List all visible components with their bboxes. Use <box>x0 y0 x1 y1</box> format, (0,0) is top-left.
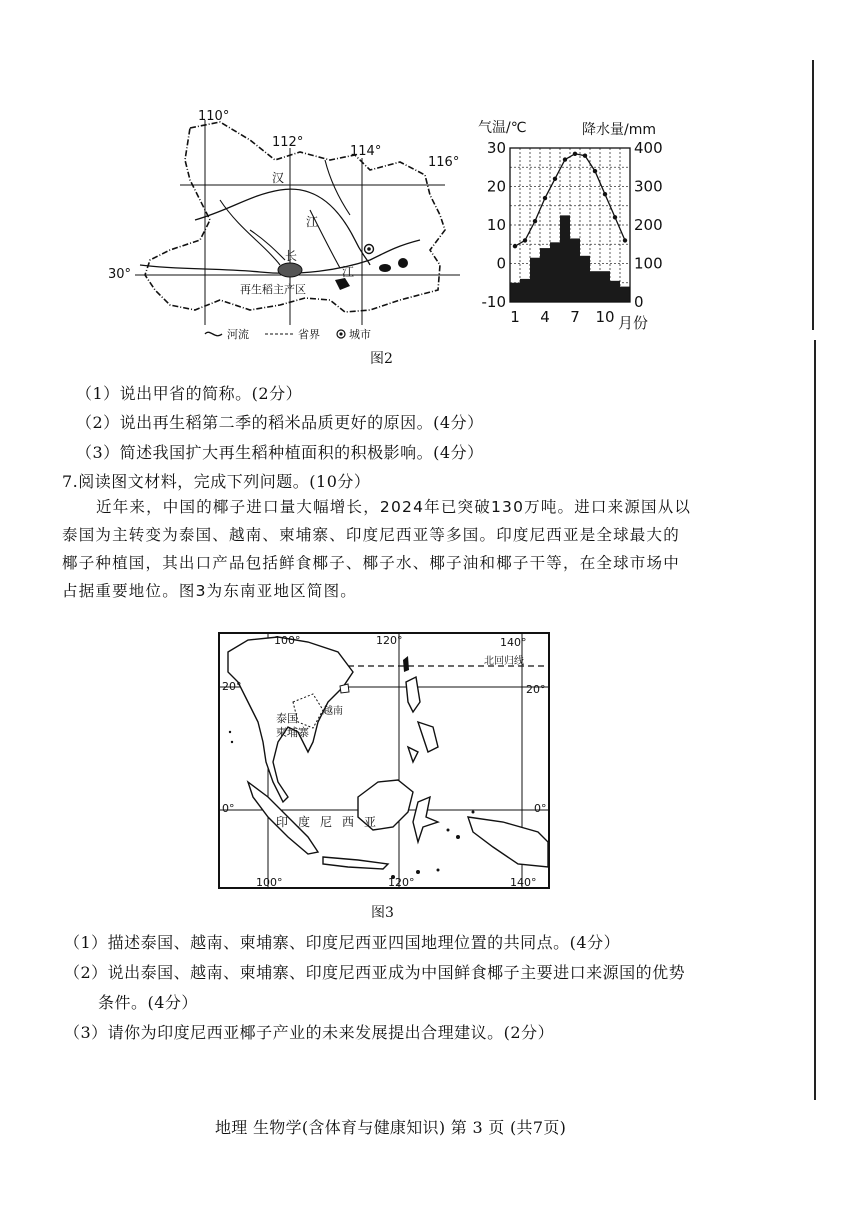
x-tick: 10 <box>595 308 615 326</box>
legend-city: 城市 <box>349 328 371 341</box>
precip-bar <box>590 271 600 302</box>
precip-bar <box>620 287 630 302</box>
temp-point <box>613 215 617 219</box>
temp-point <box>543 196 547 200</box>
lat-left-20: 20° <box>222 680 242 693</box>
lat-right-0: 0° <box>534 802 547 815</box>
lat-right-20: 20° <box>526 683 546 696</box>
tropic-label: 北回归线 <box>484 656 524 667</box>
temp-point <box>603 192 607 196</box>
q7-1: （1）描述泰国、越南、柬埔寨、印度尼西亚四国地理位置的共同点。(4分） <box>64 933 621 952</box>
y-right-tick: 400 <box>634 139 663 157</box>
lon-top-120: 120° <box>376 634 403 647</box>
y-left-tick: 20 <box>486 177 506 196</box>
lon-110: 110° <box>198 109 230 124</box>
fig2-map <box>100 100 470 345</box>
y-left-tick: 10 <box>486 216 506 234</box>
lon-top-100: 100° <box>274 634 301 647</box>
precip-bars <box>510 215 630 302</box>
precip-bar <box>570 238 580 302</box>
q7-para-line-3: 椰子种植国，其出口产品包括鲜食椰子、椰子水、椰子油和椰子干等，在全球市场中 <box>62 554 680 572</box>
y-right-label: 降水量/mm <box>582 122 656 138</box>
fig2-climate-chart <box>470 112 670 334</box>
precip-bar <box>530 258 540 302</box>
label-vietnam: 越南 <box>323 706 343 717</box>
y-left-tick: 0 <box>496 254 506 273</box>
temp-point <box>593 169 597 173</box>
q7-para-line-4: 占据重要地位。图3为东南亚地区简图。 <box>62 582 357 600</box>
label-jiang: 江 <box>306 215 319 229</box>
precip-bar <box>580 256 590 302</box>
temp-point <box>533 219 537 223</box>
label-chang: 长 <box>285 249 298 263</box>
page-footer: 地理 生物学(含体育与健康知识) 第 3 页 (共7页) <box>215 1118 567 1137</box>
temp-point <box>573 152 577 156</box>
scan-edge-line <box>812 60 814 330</box>
x-tick: 1 <box>510 308 520 326</box>
x-tick: 7 <box>570 308 580 326</box>
label-han: 汉 <box>272 171 285 185</box>
precip-bar <box>610 281 620 302</box>
precip-bar <box>600 271 610 302</box>
y-left-label: 气温/℃ <box>478 120 527 136</box>
temp-point <box>623 238 627 242</box>
precip-bar <box>560 215 570 302</box>
lon-bottom-120: 120° <box>388 876 415 889</box>
q7-para-line-2: 泰国为主转变为泰国、越南、柬埔寨、印度尼西亚等多国。印度尼西亚是全球最大的 <box>62 526 680 544</box>
lat-left-0: 0° <box>222 802 235 815</box>
temp-point <box>553 177 557 181</box>
lon-116: 116° <box>428 155 460 170</box>
q7-2b: 条件。(4分） <box>98 993 198 1012</box>
y-right-tick: 0 <box>634 293 644 311</box>
temp-point <box>583 154 587 158</box>
label-cambodia: 柬埔寨 <box>276 726 309 739</box>
temp-point <box>513 244 517 248</box>
y-left-tick: 30 <box>486 139 506 157</box>
regeneration-rice-region <box>278 263 302 277</box>
label-indonesia: 印度尼西亚 <box>276 815 387 829</box>
lon-114: 114° <box>350 144 382 159</box>
label-region: 再生稻主产区 <box>240 283 306 296</box>
lon-bottom-100: 100° <box>256 876 283 889</box>
y-right-tick: 100 <box>634 254 663 273</box>
x-tick: 4 <box>540 308 550 326</box>
q6-2: （2）说出再生稻第二季的稻米品质更好的原因。(4分） <box>76 413 484 432</box>
q7-3: （3）请你为印度尼西亚椰子产业的未来发展提出合理建议。(2分） <box>64 1023 555 1042</box>
q6-1: （1）说出甲省的简称。(2分） <box>76 384 303 403</box>
lake <box>379 264 391 272</box>
temp-point <box>523 238 527 242</box>
fig3-map <box>218 632 550 892</box>
precip-bar <box>550 242 560 302</box>
lon-bottom-140: 140° <box>510 876 537 889</box>
label-jiang-2: 江 <box>342 265 355 279</box>
precip-bar <box>510 283 520 302</box>
lon-top-140: 140° <box>500 636 527 649</box>
temp-point <box>563 157 567 161</box>
fig2-caption: 图2 <box>370 351 393 367</box>
fig3-caption: 图3 <box>371 905 394 921</box>
q7-para-line-1: 近年来，中国的椰子进口量大幅增长，2024年已突破130万吨。进口来源国从以 <box>96 498 692 516</box>
lon-112: 112° <box>272 135 304 150</box>
river-legend-icon <box>205 332 222 335</box>
scan-edge-line <box>814 340 816 1100</box>
lat-30: 30° <box>108 267 132 282</box>
precip-bar <box>540 248 550 302</box>
label-thailand: 泰国 <box>276 712 298 725</box>
legend-river: 河流 <box>227 328 249 341</box>
q7-title: 7.阅读图文材料，完成下列问题。(10分） <box>62 472 371 491</box>
legend-boundary: 省界 <box>298 328 320 341</box>
y-right-tick: 200 <box>634 216 663 234</box>
y-right-tick: 300 <box>634 177 663 196</box>
q6-3: （3）简述我国扩大再生稻种植面积的积极影响。(4分） <box>76 443 484 462</box>
precip-bar <box>520 279 530 302</box>
x-unit-label: 月份 <box>618 314 649 332</box>
y-left-tick: -10 <box>481 293 506 311</box>
q7-2a: （2）说出泰国、越南、柬埔寨、印度尼西亚成为中国鲜食椰子主要进口来源国的优势 <box>64 963 686 982</box>
han-river <box>195 189 370 265</box>
lake <box>398 258 408 268</box>
